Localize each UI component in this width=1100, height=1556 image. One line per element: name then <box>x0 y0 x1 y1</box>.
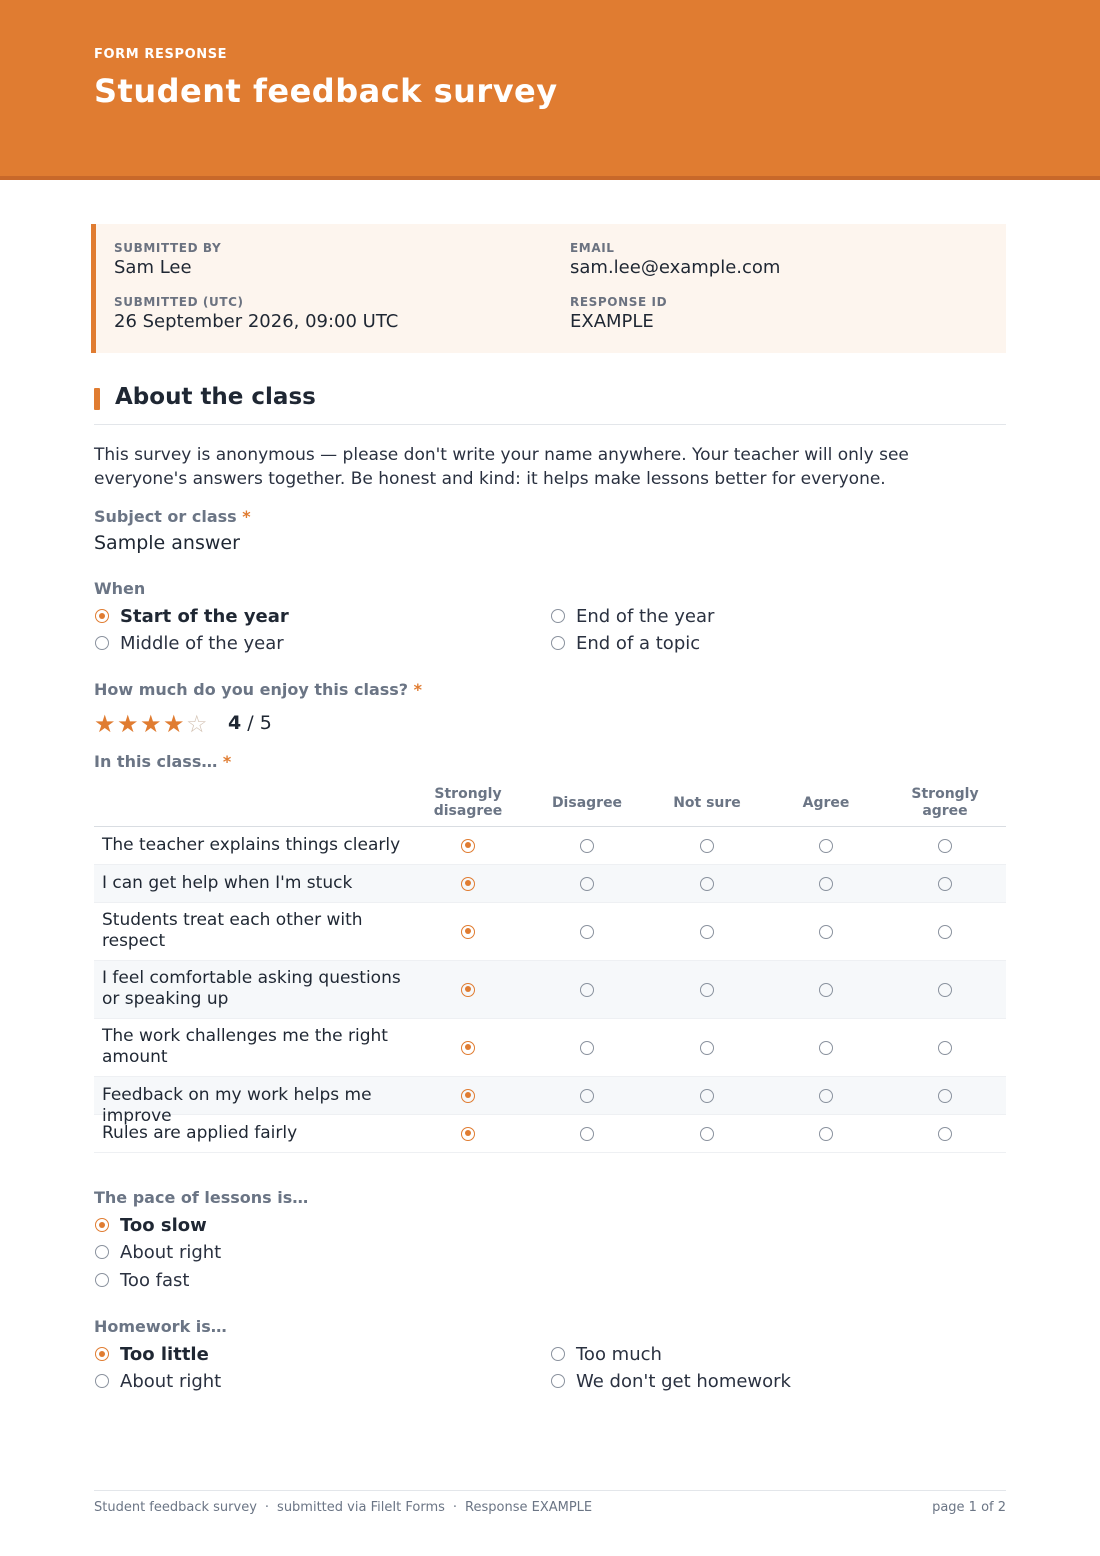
option-middle-of-the-year[interactable] <box>95 631 284 655</box>
response-id <box>570 295 667 332</box>
radio-empty-icon[interactable] <box>700 1041 714 1055</box>
option-start-of-the-year[interactable] <box>95 604 289 628</box>
radio-empty-icon[interactable] <box>551 1374 565 1388</box>
section-accent-bar <box>94 388 100 410</box>
option-label: Too much <box>576 1343 662 1365</box>
submitted-time-value: 26 September 2026, 09:00 UTC <box>114 311 399 332</box>
radio-empty-icon[interactable] <box>700 1089 714 1103</box>
option-label: We don't get homework <box>576 1370 791 1392</box>
grid-cell <box>771 903 881 960</box>
option-we-don-t-get-homework[interactable] <box>551 1369 791 1393</box>
submitted-by-label: SUBMITTED BY <box>114 241 222 255</box>
question-enjoy-label <box>94 680 422 699</box>
footer-separator: · <box>452 1500 458 1515</box>
question-subject-label <box>94 507 251 526</box>
radio-empty-icon[interactable] <box>551 1347 565 1361</box>
grid-cell <box>532 1019 642 1076</box>
grid-cell <box>652 827 762 864</box>
email-value: sam.lee@example.com <box>570 257 781 278</box>
option-label: End of the year <box>576 605 715 627</box>
option-too-fast[interactable] <box>95 1268 190 1292</box>
radio-empty-icon[interactable] <box>938 877 952 891</box>
radio-selected-icon[interactable] <box>461 877 475 891</box>
submitted-time-label: SUBMITTED (UTC) <box>114 295 244 309</box>
response-id-value: EXAMPLE <box>570 311 654 332</box>
option-label: About right <box>120 1241 222 1263</box>
grid-column-header: Disagree <box>551 794 623 811</box>
footer-info <box>94 1500 592 1515</box>
grid-cell <box>890 961 1000 1018</box>
radio-empty-icon[interactable] <box>938 1127 952 1141</box>
grid-cell <box>532 903 642 960</box>
grid-cell <box>413 1077 523 1114</box>
radio-empty-icon[interactable] <box>95 636 109 650</box>
radio-empty-icon[interactable] <box>819 839 833 853</box>
grid-row-statement: The work challenges me the right amount <box>102 1026 388 1067</box>
grid-row <box>94 903 1006 961</box>
footer-separator: · <box>264 1500 270 1515</box>
radio-empty-icon[interactable] <box>700 839 714 853</box>
radio-selected-icon[interactable] <box>461 839 475 853</box>
question-pace-label: The pace of lessons is… <box>94 1188 309 1207</box>
radio-selected-icon[interactable] <box>461 925 475 939</box>
radio-empty-icon[interactable] <box>700 983 714 997</box>
question-grid-text: In this class… <box>94 752 218 771</box>
radio-empty-icon[interactable] <box>819 925 833 939</box>
grid-cell <box>652 1019 762 1076</box>
question-when-label: When <box>94 579 146 598</box>
grid-column-header: Agree <box>802 794 850 811</box>
page-footer <box>94 1490 1006 1515</box>
survey-intro: This survey is anonymous — please don't write your name anywhere. Your teacher will only see everyone's answers together. Be honest and kind: it helps make lessons better for everyone. <box>94 445 909 489</box>
grid-cell <box>413 961 523 1018</box>
grid-cell <box>890 1077 1000 1114</box>
grid-cell <box>532 1115 642 1152</box>
radio-selected-icon[interactable] <box>461 983 475 997</box>
radio-selected-icon[interactable] <box>95 1347 109 1361</box>
grid-cell <box>771 865 881 902</box>
star-rating <box>94 709 209 739</box>
radio-empty-icon[interactable] <box>938 839 952 853</box>
grid-cell <box>413 1115 523 1152</box>
grid-cell <box>890 1019 1000 1076</box>
grid-cell <box>532 827 642 864</box>
option-end-of-a-topic[interactable] <box>551 631 700 655</box>
option-too-much[interactable] <box>551 1342 662 1366</box>
grid-cell <box>890 827 1000 864</box>
option-about-right[interactable] <box>95 1369 221 1393</box>
question-grid-label <box>94 752 231 771</box>
radio-empty-icon[interactable] <box>580 877 594 891</box>
question-subject-answer: Sample answer <box>94 532 240 554</box>
response-id-label: RESPONSE ID <box>570 295 668 309</box>
grid-row <box>94 1115 1006 1153</box>
option-about-right[interactable] <box>95 1240 221 1264</box>
grid-cell <box>890 1115 1000 1152</box>
grid-cell <box>413 865 523 902</box>
grid-row-statement: Feedback on my work helps me improve <box>102 1085 372 1126</box>
star-filled-icon[interactable]: ★ <box>94 710 116 738</box>
grid-cell <box>652 1077 762 1114</box>
submitted-by <box>114 241 221 278</box>
footer-form-name: Student feedback survey <box>94 1500 257 1515</box>
section-heading <box>94 384 1006 425</box>
star-filled-icon[interactable]: ★ <box>140 710 162 738</box>
grid-row-statement: Students treat each other with respect <box>102 910 363 951</box>
grid-row <box>94 827 1006 865</box>
option-label: End of a topic <box>576 632 701 654</box>
radio-empty-icon[interactable] <box>700 925 714 939</box>
radio-selected-icon[interactable] <box>95 609 109 623</box>
radio-empty-icon[interactable] <box>700 1127 714 1141</box>
grid-cell <box>532 1077 642 1114</box>
grid-column-header: Strongly agree <box>911 786 979 819</box>
radio-empty-icon[interactable] <box>580 1089 594 1103</box>
grid-cell <box>771 1115 881 1152</box>
radio-empty-icon[interactable] <box>580 983 594 997</box>
radio-selected-icon[interactable] <box>461 1041 475 1055</box>
option-label: Too fast <box>120 1269 190 1291</box>
radio-empty-icon[interactable] <box>580 925 594 939</box>
rating-score: 4 <box>228 712 242 734</box>
form-header <box>0 0 1100 180</box>
star-filled-icon[interactable]: ★ <box>117 710 139 738</box>
grid-cell <box>532 865 642 902</box>
option-label: Middle of the year <box>120 632 284 654</box>
radio-empty-icon[interactable] <box>580 1127 594 1141</box>
grid-row-statement: I feel comfortable asking questions or speaking up <box>102 968 401 1009</box>
question-homework-label: Homework is… <box>94 1317 227 1336</box>
grid-row-statement: I can get help when I'm stuck <box>102 873 353 893</box>
grid-cell <box>652 961 762 1018</box>
grid-row <box>94 1019 1006 1077</box>
star-empty-icon[interactable]: ☆ <box>186 710 208 738</box>
section-title: About the class <box>115 384 316 410</box>
required-marker: * <box>413 680 423 699</box>
grid-cell <box>890 903 1000 960</box>
grid-cell <box>532 961 642 1018</box>
grid-cell <box>771 827 881 864</box>
required-marker: * <box>222 752 232 771</box>
submitted-by-value: Sam Lee <box>114 257 192 278</box>
grid-row <box>94 865 1006 903</box>
grid-column-header: Not sure <box>673 794 741 811</box>
star-filled-icon[interactable]: ★ <box>163 710 185 738</box>
radio-empty-icon[interactable] <box>938 1041 952 1055</box>
email-label: EMAIL <box>570 241 615 255</box>
rating-value <box>228 712 272 734</box>
question-subject-text: Subject or class <box>94 507 237 526</box>
submitted-time <box>114 295 398 332</box>
grid-row <box>94 1077 1006 1126</box>
form-eyebrow: FORM RESPONSE <box>94 47 228 62</box>
radio-selected-icon[interactable] <box>461 1089 475 1103</box>
grid-cell <box>771 1019 881 1076</box>
grid-cell <box>413 827 523 864</box>
grid-column-header: Strongly disagree <box>433 786 503 819</box>
radio-empty-icon[interactable] <box>700 877 714 891</box>
radio-empty-icon[interactable] <box>95 1273 109 1287</box>
grid-row <box>94 961 1006 1019</box>
radio-empty-icon[interactable] <box>819 877 833 891</box>
grid-row-statement: The teacher explains things clearly <box>102 835 401 855</box>
radio-empty-icon[interactable] <box>938 925 952 939</box>
grid-cell <box>652 1115 762 1152</box>
radio-empty-icon[interactable] <box>580 839 594 853</box>
grid-cell <box>771 961 881 1018</box>
grid-cell <box>652 903 762 960</box>
grid-cell <box>771 1077 881 1114</box>
grid-cell <box>413 903 523 960</box>
radio-empty-icon[interactable] <box>551 636 565 650</box>
grid-cell <box>890 865 1000 902</box>
page-number: page 1 of 2 <box>932 1500 1006 1515</box>
radio-empty-icon[interactable] <box>819 1041 833 1055</box>
footer-response: Response EXAMPLE <box>465 1500 593 1515</box>
submission-info <box>91 224 1006 353</box>
likert-grid <box>94 780 1006 1153</box>
radio-empty-icon[interactable] <box>819 1127 833 1141</box>
grid-cell <box>413 1019 523 1076</box>
email <box>570 241 780 278</box>
required-marker: * <box>242 507 251 526</box>
radio-empty-icon[interactable] <box>938 983 952 997</box>
footer-via: submitted via FileIt Forms <box>277 1500 445 1515</box>
radio-empty-icon[interactable] <box>95 1245 109 1259</box>
option-too-slow[interactable] <box>95 1213 207 1237</box>
option-label: Too slow <box>120 1214 207 1236</box>
option-too-little[interactable] <box>95 1342 209 1366</box>
radio-empty-icon[interactable] <box>95 1374 109 1388</box>
radio-empty-icon[interactable] <box>551 609 565 623</box>
radio-selected-icon[interactable] <box>95 1218 109 1232</box>
form-title: Student feedback survey <box>94 72 558 110</box>
option-label: Start of the year <box>120 605 289 627</box>
option-end-of-the-year[interactable] <box>551 604 714 628</box>
question-enjoy-text: How much do you enjoy this class? <box>94 680 409 699</box>
radio-empty-icon[interactable] <box>938 1089 952 1103</box>
radio-empty-icon[interactable] <box>819 983 833 997</box>
grid-cell <box>652 865 762 902</box>
radio-empty-icon[interactable] <box>819 1089 833 1103</box>
rating-max: / 5 <box>241 712 272 734</box>
option-label: Too little <box>120 1343 209 1365</box>
grid-row-statement: Rules are applied fairly <box>102 1123 298 1143</box>
option-label: About right <box>120 1370 222 1392</box>
radio-selected-icon[interactable] <box>461 1127 475 1141</box>
grid-header <box>94 780 1006 827</box>
radio-empty-icon[interactable] <box>580 1041 594 1055</box>
